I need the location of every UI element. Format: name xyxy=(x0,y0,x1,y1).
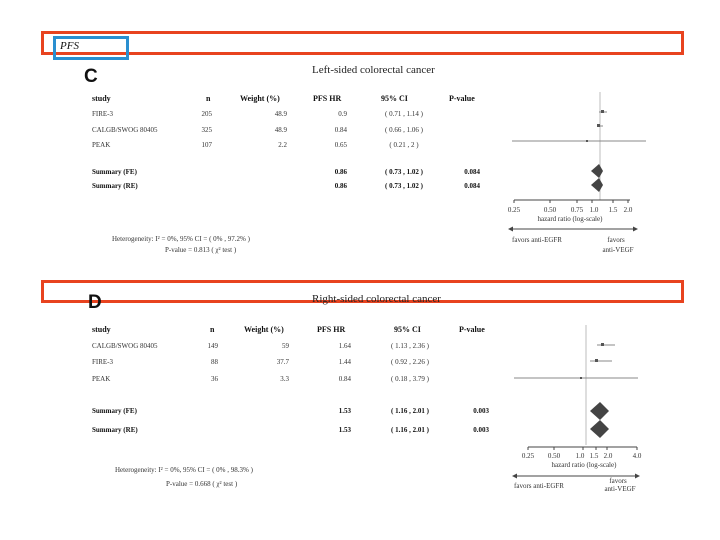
summary-diamond xyxy=(590,402,609,420)
summary-p: 0.003 xyxy=(473,426,489,434)
header-n: n xyxy=(206,94,211,103)
header-p: P-value xyxy=(459,325,485,334)
arrow-head-right xyxy=(635,474,640,479)
study-ci: ( 0.18 , 3.79 ) xyxy=(391,375,429,383)
heterogeneity-pvalue: P-value = 0.813 ( χ² test ) xyxy=(165,246,237,254)
summary-diamond xyxy=(590,420,609,438)
point-marker xyxy=(580,377,582,379)
heterogeneity-text: Heterogeneity: I² = 0%, 95% CI = ( 0% , 97.2% ) xyxy=(112,235,250,243)
study-n: 36 xyxy=(211,375,218,383)
point-marker xyxy=(601,343,604,346)
panel-letter: D xyxy=(88,292,102,313)
heterogeneity-pvalue: P-value = 0.668 ( χ² test ) xyxy=(166,480,238,488)
panel-title: Left-sided colorectal cancer xyxy=(312,64,435,76)
study-weight: 48.9 xyxy=(274,110,287,118)
study-n: 107 xyxy=(201,141,212,149)
point-marker xyxy=(601,110,604,113)
study-weight: 59 xyxy=(282,342,289,350)
header-ci: 95% CI xyxy=(381,94,408,103)
summary-label: Summary (FE) xyxy=(92,168,137,176)
favors-right-label: favors xyxy=(607,236,625,244)
header-weight: Weight (%) xyxy=(244,325,284,334)
study-ci: ( 0.71 , 1.14 ) xyxy=(385,110,423,118)
summary-hr: 1.53 xyxy=(338,426,351,434)
header-study: study xyxy=(92,325,111,334)
heterogeneity-text: Heterogeneity: I² = 0%, 95% CI = ( 0% , 98.3% ) xyxy=(115,466,253,474)
summary-p: 0.084 xyxy=(464,168,480,176)
summary-ci: ( 1.16 , 2.01 ) xyxy=(391,407,429,415)
study-name: PEAK xyxy=(92,375,111,383)
study-n: 325 xyxy=(201,126,212,134)
x-tick-label: 1.0 xyxy=(575,452,585,460)
header-weight: Weight (%) xyxy=(240,94,280,103)
header-ci: 95% CI xyxy=(394,325,421,334)
summary-hr: 0.86 xyxy=(334,168,347,176)
study-weight: 48.9 xyxy=(274,126,287,134)
study-name: PEAK xyxy=(92,141,111,149)
x-tick-label: 1.5 xyxy=(608,206,618,214)
forest-plot xyxy=(500,92,650,260)
favors-right-label: favors xyxy=(609,477,627,485)
study-name: FIRE-3 xyxy=(92,358,113,366)
highlight-box-top xyxy=(41,31,684,55)
x-axis-label: hazard ratio (log-scale) xyxy=(537,215,603,223)
study-n: 149 xyxy=(207,342,218,350)
study-hr: 0.84 xyxy=(334,126,347,134)
study-hr: 0.9 xyxy=(338,110,347,118)
panel-title: Right-sided colorectal cancer xyxy=(312,293,441,305)
study-weight: 37.7 xyxy=(276,358,289,366)
study-name: CALGB/SWOG 80405 xyxy=(92,342,158,350)
arrow-head-left xyxy=(508,227,513,232)
forest-plot xyxy=(508,325,658,493)
summary-label: Summary (RE) xyxy=(92,182,138,190)
point-marker xyxy=(586,140,588,142)
header-study: study xyxy=(92,94,111,103)
x-tick-label: 1.5 xyxy=(589,452,599,460)
x-tick-label: 1.0 xyxy=(589,206,599,214)
study-hr: 0.84 xyxy=(338,375,351,383)
x-tick-label: 2.0 xyxy=(623,206,633,214)
summary-diamond xyxy=(591,178,603,192)
x-tick-label: 0.25 xyxy=(507,206,521,214)
study-hr: 1.64 xyxy=(338,342,351,350)
study-hr: 1.44 xyxy=(338,358,351,366)
study-ci: ( 0.21 , 2 ) xyxy=(389,141,419,149)
header-p: P-value xyxy=(449,94,475,103)
study-name: FIRE-3 xyxy=(92,110,113,118)
summary-label: Summary (RE) xyxy=(92,426,138,434)
pfs-label: PFS xyxy=(60,40,79,52)
summary-hr: 0.86 xyxy=(334,182,347,190)
study-weight: 2.2 xyxy=(278,141,287,149)
arrow-head-left xyxy=(512,474,517,479)
summary-hr: 1.53 xyxy=(338,407,351,415)
header-hr: PFS HR xyxy=(317,325,346,334)
x-tick-label: 0.50 xyxy=(543,206,557,214)
point-marker xyxy=(597,124,600,127)
favors-left-label: favors anti-EGFR xyxy=(514,482,564,490)
panel-letter: C xyxy=(84,66,98,87)
summary-diamond xyxy=(591,164,603,178)
study-ci: ( 1.13 , 2.36 ) xyxy=(391,342,429,350)
summary-ci: ( 1.16 , 2.01 ) xyxy=(391,426,429,434)
summary-ci: ( 0.73 , 1.02 ) xyxy=(385,182,423,190)
header-hr: PFS HR xyxy=(313,94,342,103)
favors-right-label: anti-VEGF xyxy=(602,246,634,254)
x-tick-label: 0.50 xyxy=(547,452,561,460)
x-axis-label: hazard ratio (log-scale) xyxy=(551,461,617,469)
study-n: 88 xyxy=(211,358,218,366)
arrow-head-right xyxy=(633,227,638,232)
header-n: n xyxy=(210,325,215,334)
summary-p: 0.003 xyxy=(473,407,489,415)
x-tick-label: 0.25 xyxy=(521,452,535,460)
study-name: CALGB/SWOG 80405 xyxy=(92,126,158,134)
study-ci: ( 0.66 , 1.06 ) xyxy=(385,126,423,134)
study-n: 205 xyxy=(201,110,212,118)
x-tick-label: 2.0 xyxy=(603,452,613,460)
study-ci: ( 0.92 , 2.26 ) xyxy=(391,358,429,366)
point-marker xyxy=(595,359,598,362)
study-hr: 0.65 xyxy=(334,141,347,149)
summary-p: 0.084 xyxy=(464,182,480,190)
summary-label: Summary (FE) xyxy=(92,407,137,415)
summary-ci: ( 0.73 , 1.02 ) xyxy=(385,168,423,176)
x-tick-label: 4.0 xyxy=(632,452,642,460)
favors-left-label: favors anti-EGFR xyxy=(512,236,562,244)
favors-right-label: anti-VEGF xyxy=(604,485,636,493)
study-weight: 3.3 xyxy=(280,375,289,383)
x-tick-label: 0.75 xyxy=(570,206,584,214)
